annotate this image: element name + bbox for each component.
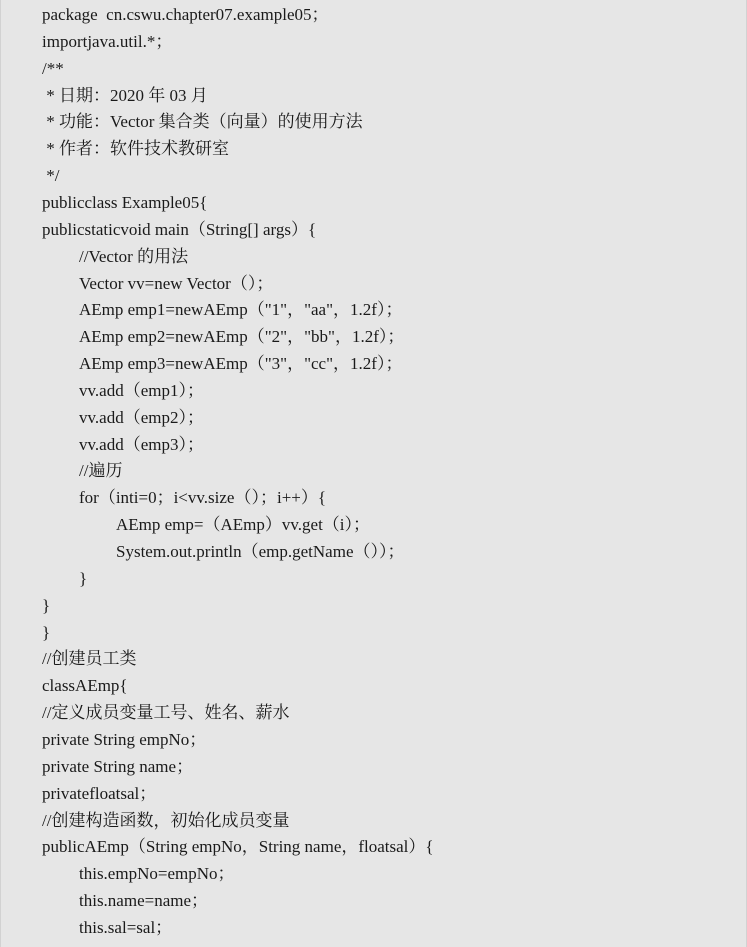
code-line: importjava.util.*； [42, 31, 173, 51]
code-line: //创建构造函数，初始化成员变量 [42, 810, 290, 830]
code-line: vv.add（emp3）； [79, 434, 204, 454]
code-line: this.sal=sal； [79, 917, 173, 937]
code-line: AEmp emp3=newAEmp（"3"，"cc"，1.2f）； [79, 354, 403, 374]
code-line: } [42, 595, 51, 615]
code-line: this.name=name； [79, 891, 209, 911]
code-line: } [42, 622, 51, 642]
code-line: /** [42, 58, 64, 78]
code-line: AEmp emp=（AEmp）vv.get（i）； [116, 515, 371, 535]
code-line: for（inti=0；i<vv.size（）；i++）{ [79, 488, 327, 508]
code-line: publicAEmp（String empNo，String name，floatsal）{ [42, 837, 434, 857]
code-line: } [79, 568, 88, 588]
code-line: * 日期：2020 年 03 月 [42, 85, 208, 105]
code-line: this.empNo=empNo； [79, 864, 235, 884]
code-line: //定义成员变量工号、姓名、薪水 [42, 703, 290, 723]
code-line: classAEmp{ [42, 676, 128, 696]
code-line: //创建员工类 [42, 649, 137, 669]
code-line: vv.add（emp2）； [79, 407, 204, 427]
code-line: publicstaticvoid main（String[] args）{ [42, 219, 317, 239]
code-line: private String name； [42, 756, 194, 776]
code-line: publicclass Example05{ [42, 192, 208, 212]
code-line: */ [42, 166, 60, 186]
code-line: privatefloatsal； [42, 783, 157, 803]
code-line: Vector vv=new Vector（）； [79, 273, 274, 293]
code-line: AEmp emp1=newAEmp（"1"，"aa"，1.2f）； [79, 300, 403, 320]
code-line: private String empNo； [42, 729, 207, 749]
code-line: * 作者：软件技术教研室 [42, 139, 229, 159]
code-line: vv.add（emp1）； [79, 380, 204, 400]
code-line: System.out.println（emp.getName（））； [116, 542, 405, 561]
code-line: AEmp emp2=newAEmp（"2"，"bb"，1.2f）； [79, 327, 405, 347]
code-line: package cn.cswu.chapter07.example05； [42, 5, 329, 24]
code-line: //Vector 的用法 [79, 246, 189, 266]
code-line: //遍历 [79, 461, 123, 481]
code-line: * 功能：Vector 集合类（向量）的使用方法 [42, 112, 363, 132]
